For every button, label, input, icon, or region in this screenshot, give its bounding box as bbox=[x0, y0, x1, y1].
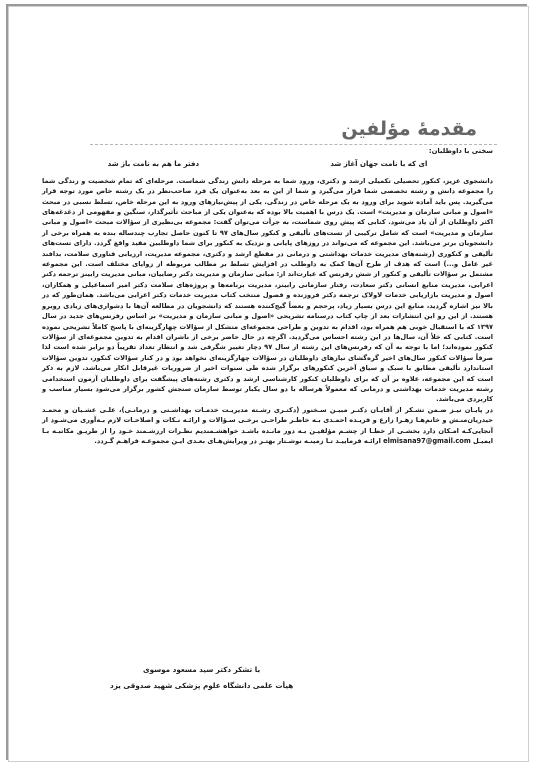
paragraph-acknowledgement: در پایـان نیـز ضـمن تشـکر از آقایـان دکتـر مبیـن سـخنور (دکتـری رشـته مدیریـت خدمـات بهداشـتی و درمانـی)، علـی عشـیان و محمـد حیدریان‌منـش و خانم‌هـا زهـرا زارع و فریـده احمـدی بـه خاطـر طراحـی برخـی سـؤالات و ارائـه نـکات و اصلاحـات لازم بـه‌آوری می‌شـود از آنجایی‌کـه امـکان دارد بخشـی از خطـا از چشـم مؤلفیـن بـه دور مانـده باشـد خواهشـمندیم نظـرات ارزشـمند خـود را از طریـق مکاتبـه بـا ایمیـل elmisana97@gmail.com ارائـه فرماییـد تـا زمینـه نوشـتار بهتـر در ویرایش‌هـای بعـدی ایـن مجموعـه فراهـم گـردد. bbox=[42, 405, 493, 445]
title-divider bbox=[90, 144, 497, 145]
signature-block bbox=[110, 662, 293, 694]
preface-body bbox=[42, 146, 493, 446]
signature-name: با تشکر دکتر سید مسعود موسوی bbox=[143, 665, 261, 674]
greeting-heading: سخنی با داوطلبان: bbox=[428, 147, 493, 155]
poem-line-1: ای که با نامت جهان آغاز شد bbox=[330, 160, 428, 169]
poem-line-2: دفتر ما هم به نامت باز شد bbox=[107, 160, 200, 169]
page-title: مقدمهٔ مؤلفین bbox=[341, 118, 477, 140]
signature-affiliation: هیأت علمی دانشگاه علوم پزشکی شهید صدوقی یزد bbox=[110, 681, 294, 690]
poem-couplet bbox=[42, 159, 493, 169]
paragraph-main: دانشجوی عزیز، کنکور تحصیلی تکمیلی ارشد و دکتری، ورود شما به مرحله دانش زندگی شماست. مرحله‌ای که تمام شخصیت و زندگی شما را مجموعه دانش و رشته تخصصی شما قرار می‌گیرد و شما از این به بعد به‌عنوان یک فرد صاحب‌نظر در یک رشته خاص مورد توجه قرار می‌گیرید. پس باید آماده شوید برای ورود به یک مرحله خاص در زندگی. یکی از پیش‌نیازهای ورود به این مرحله خاص، تسلط نسبی در مبحث «اصول و مبانی سازمان و مدیریت» است. یک درس با اهمیت بالا بوده که به‌عنوان یکی از مباحث تأثیرگذار، سنگین و مفهومی از دغدغه‌های اکثر داوطلبان از آن یاد می‌شود. کتابی که پیش روی شماست، به جرأت می‌توان گفت: مجموعه بی‌نظیری از سؤالات مبحث «اصول و مبانی سازمان و مدیریت» است که شامل ترکیبی از تست‌های تألیفی و کنکور سال‌های ۹۷ تا کنون حاصل تجارب چندساله بنده به همراه برخی از دانشجویان برتر می‌باشد. این مجموعه که می‌تواند در روزهای پایانی و نزدیک به کنکور برای شما داوطلبین مفید واقع گردد. دارای تست‌های تألیفی و کنکوری (رشته‌های مدیریت خدمات بهداشتی و درمانی در مقطع ارشد و دکتری، مجموعه مدیریت، ارزیابی فناوری سلامت، بدافند غیر عامل و...) است که هدف از طرح آن‌ها کمک به داوطلب در افزایش تسلط بر مطالب مربوطه از زوایای مختلف است. این مجموعه مشتمل بر سؤالات تألیفی و کنکور از شش رفرنس که عبارت‌اند از: مبانی سازمان و مدیریت دکتر رضاییان، مبانی مدیریت رابینز ترجمه دکتر اعرابی، مدیریت منابع انسانی دکتر سعادت، رفتار سازمانی رابینز، مدیریت برنامه‌ها و پروژه‌های سلامت دکتر امیر اسماعیلی و همکاران، اصول و مدیریت بازاریابی خدمات لاولاک ترجمه دکتر فروزنده و فصول منتخب کتاب مدیریت خدمات دکتر اعرابی می‌باشد. همان‌طور که در بالا نیز اشاره گردید، منابع این درس بسیار زیاد، پرحجم و بعضاً گیج‌کننده هستند که دانشجویان در مطالعه آن‌ها با دشواری‌های زیادی روبرو هستند. از این رو این انتشارات بعد از چاپ کتاب درسنامه تشریحی «اصول و مبانی سازمان و مدیریت» بر اساس رفرنس‌های جدید در سال ۱۳۹۷ که با استقبال خوبی هم همراه بود، اقدام به تدوین و طراحی مجموعه‌ای متشکل از سؤالات چهارگزینه‌ای با پاسخ کاملاً تشریحی نموده است. کتابی که خلأ آن، سال‌ها در این رشته احساس می‌گردید. اگرچه در حال حاضر برخی از ناشران اقدام به تدوین مجموعه‌ای از سؤالات کنکور نموده‌اند؛ اما با توجه به آن که رفرنس‌های این رشته از سال ۹۷ دچار تغییر شگرفی شد و انتظار تعداد تقریباً دو برابر شده است لذا صرفاً سؤالات کنکور سال‌های اخیر گره‌گشای نیازهای داوطلبان در سؤالات چهارگزینه‌ای نخواهد بود و در کنار سؤالات کنکور، تدوین سؤالات استاندارد تألیفی مطابق با سبک و سیاق آخرین کنکورهای برگزار شده طی سنوات اخیر از ضروریات غیرقابل انکار می‌باشد. لازم به ذکر است که این مجموعه، علاوه بر آن که برای داوطلبان کنکور کارشناسی ارشد و دکتری رشته‌های پیشگفت برای داوطلبان آزمون استخدامی رشته مدیریت خدمات بهداشتی و درمانی که معمولاً هرساله با دو سال یکبار توسط سازمان سنجش کشور برگزار می‌شود بسیار مناسب و کاربردی می‌باشد. bbox=[42, 176, 493, 404]
